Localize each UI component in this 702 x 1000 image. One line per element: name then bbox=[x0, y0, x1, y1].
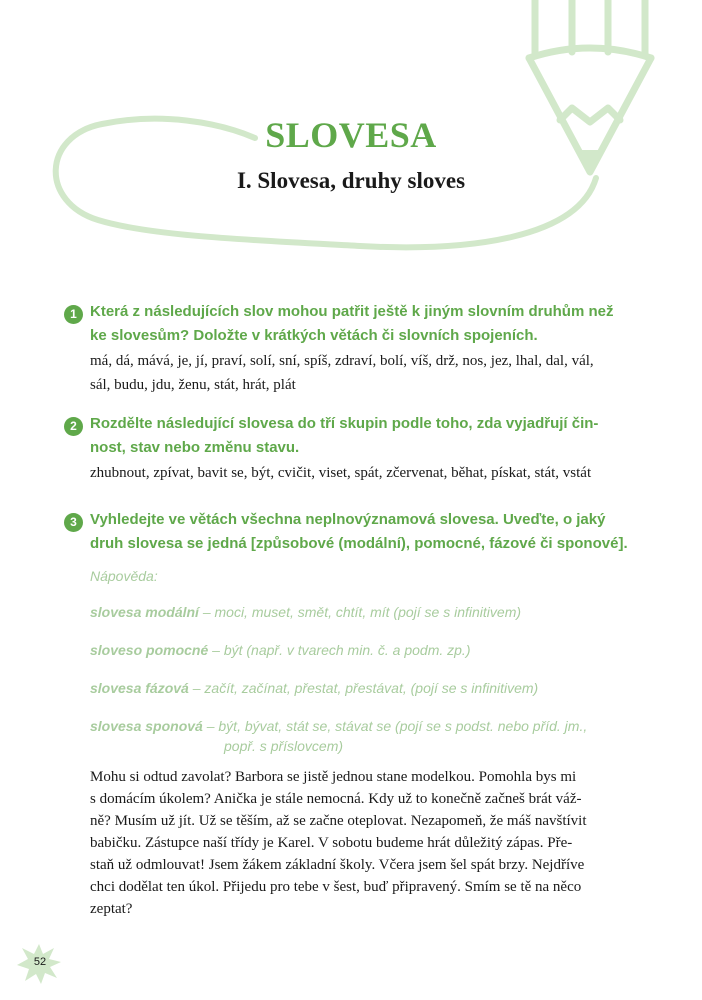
sentence-line: ně? Musím už jít. Už se těším, až se začne oteplovat. Nezapomeň, že máš navštívit bbox=[90, 813, 587, 829]
hint-item-copular bbox=[90, 716, 650, 756]
sentence-line: Mohu si odtud zavolat? Barbora se jistě jednou stane modelkou. Pomohla bys mi bbox=[90, 769, 577, 785]
hint-heading: Nápověda: bbox=[90, 568, 158, 584]
word-list-line: zhubnout, zpívat, bavit se, být, cvičit, viset, spát, zčervenat, běhat, pískat, stát, vstát bbox=[90, 465, 592, 481]
exercise-2-question bbox=[90, 412, 638, 460]
exercise-1-word-list bbox=[90, 349, 650, 397]
exercise-2-word-list bbox=[90, 461, 650, 485]
question-line: ke slovesům? Doložte v krátkých větách či slovních spojeních. bbox=[90, 327, 538, 344]
question-line: nost, stav nebo změnu stavu. bbox=[90, 439, 300, 456]
hint-text: – být, bývat, stát se, stávat se (pojí se s podst. nebo příd. jm., bbox=[202, 718, 588, 734]
question-line: Vyhledejte ve větách všechna neplnovýznamová slovesa. Uveďte, o jaký bbox=[90, 511, 606, 528]
exercise-3-question bbox=[90, 508, 638, 556]
chapter-title: SLOVESA bbox=[265, 115, 437, 155]
page-number: 52 bbox=[33, 956, 47, 968]
exercise-2-number-badge: 2 bbox=[64, 417, 83, 436]
sentence-line: staň už odmlouvat! Jsem žákem základní školy. Včera jsem šel spát brzy. Nejdříve bbox=[90, 857, 585, 873]
hint-term: slovesa modální bbox=[90, 604, 199, 620]
exercise-1-number-badge: 1 bbox=[64, 305, 83, 324]
question-line: Která z následujících slov mohou patřit ještě k jiným slovním druhům než bbox=[90, 303, 614, 320]
word-list-line: má, dá, mává, je, jí, praví, solí, sní, spíš, zdraví, bolí, víš, drž, nos, jez, lhal, dal, vál, bbox=[90, 353, 594, 369]
hint-text: – začít, začínat, přestat, přestávat, (pojí se s infinitivem) bbox=[188, 680, 539, 696]
exercise-3-number-badge: 3 bbox=[64, 513, 83, 532]
sentence-line: babičku. Zástupce naší třídy je Karel. V sobotu budeme hrát důležitý zápas. Pře- bbox=[90, 835, 573, 851]
hint-text: – být (např. v tvarech min. č. a podm. zp.) bbox=[208, 642, 471, 658]
sentence-line: chci dodělat ten úkol. Přijedu pro tebe v šest, buď připravený. Smím se tě na něco bbox=[90, 879, 582, 895]
exercise-3-sentences bbox=[90, 766, 650, 920]
hint-item-phasal bbox=[90, 678, 650, 698]
hint-continuation: popř. s příslovcem) bbox=[224, 738, 344, 754]
sentence-line: s domácím úkolem? Anička je stále nemocná. Kdy už to konečně začneš brát váž- bbox=[90, 791, 582, 807]
hint-item-modal bbox=[90, 602, 650, 622]
sentence-line: zeptat? bbox=[90, 901, 133, 917]
section-subtitle: I. Slovesa, druhy sloves bbox=[236, 168, 466, 193]
exercise-1-question bbox=[90, 300, 638, 348]
hint-term: slovesa sponová bbox=[90, 718, 203, 734]
hint-term: sloveso pomocné bbox=[90, 642, 209, 658]
word-list-line: sál, budu, jdu, ženu, stát, hrát, plát bbox=[90, 377, 296, 393]
question-line: druh slovesa se jedná [způsobové (modální), pomocné, fázové či sponové]. bbox=[90, 535, 628, 552]
hint-item-auxiliary bbox=[90, 640, 650, 660]
hint-term: slovesa fázová bbox=[90, 680, 189, 696]
question-line: Rozdělte následující slovesa do tří skupin podle toho, zda vyjadřují čin- bbox=[90, 415, 599, 432]
hint-text: – moci, muset, smět, chtít, mít (pojí se s infinitivem) bbox=[198, 604, 522, 620]
